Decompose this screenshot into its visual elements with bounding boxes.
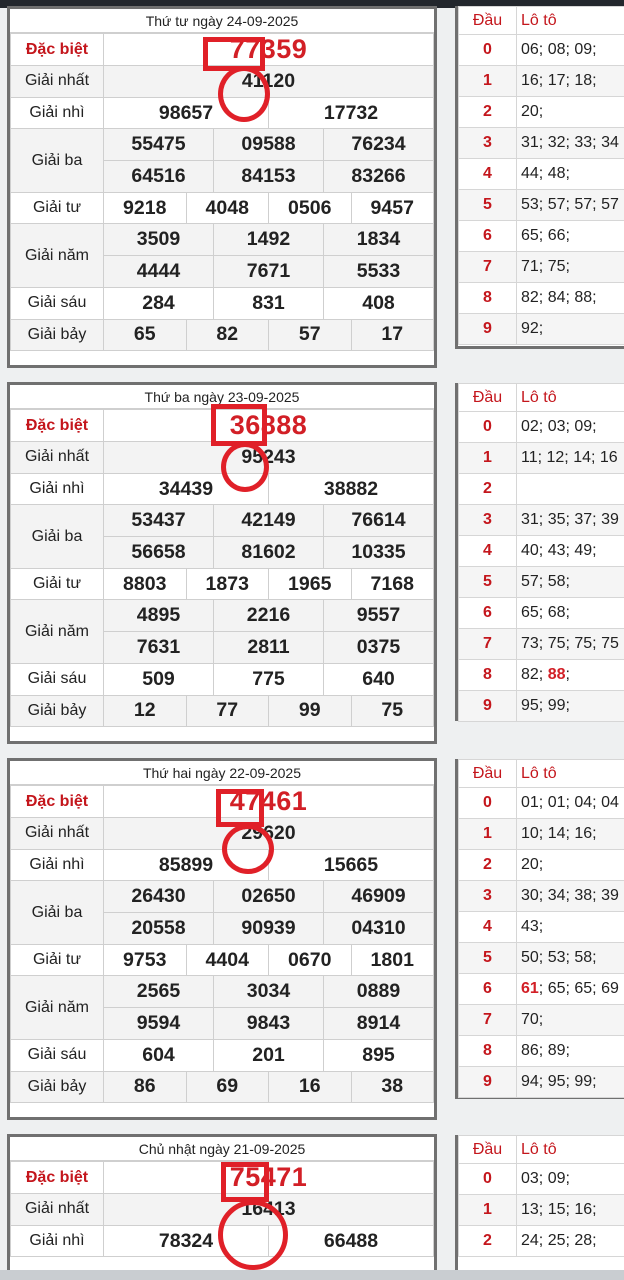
loto-cell: 65; 66; — [517, 221, 624, 252]
giai-tu-value: 7168 — [351, 568, 434, 600]
giai-nam-value: 0375 — [324, 632, 434, 664]
giai-nhi-value: 85899 — [104, 849, 269, 881]
loto-cell: 86; 89; — [517, 1036, 624, 1067]
giai-nam-value: 8914 — [324, 1008, 434, 1040]
giai-ba-value: 81602 — [214, 537, 324, 569]
giai-nhat-value: 16413 — [104, 1194, 434, 1226]
label-giai-nhi: Giải nhì — [11, 473, 104, 505]
loto-cell — [517, 660, 624, 691]
loto-cell: 24; 25; 28; — [517, 1226, 624, 1257]
giai-tu-value: 9457 — [351, 192, 434, 224]
loto-suffix: ; — [565, 666, 570, 683]
label-giai-nhi: Giải nhì — [11, 849, 104, 881]
giai-tu-value: 4048 — [186, 192, 269, 224]
loto-header: Lô tô — [517, 1136, 624, 1164]
giai-bay-value: 99 — [269, 695, 352, 727]
giai-bay-value: 17 — [351, 319, 434, 351]
giai-nam-value: 3509 — [104, 224, 214, 256]
dau-cell: 5 — [459, 567, 517, 598]
dau-header: Đầu — [459, 760, 517, 788]
dau-cell: 4 — [459, 159, 517, 190]
loto-cell: 50; 53; 58; — [517, 943, 624, 974]
label-giai-bay: Giải bảy — [11, 319, 104, 351]
giai-sau-value: 408 — [324, 287, 434, 319]
loto-header: Lô tô — [517, 760, 624, 788]
dau-header: Đầu — [459, 384, 517, 412]
dac-biet-value: 75471 — [104, 1162, 434, 1194]
loto-cell: 02; 03; 09; — [517, 412, 624, 443]
giai-ba-value: 90939 — [214, 913, 324, 945]
label-giai-nhat: Giải nhất — [11, 66, 104, 98]
giai-nam-value: 9843 — [214, 1008, 324, 1040]
dau-cell: 3 — [459, 881, 517, 912]
giai-sau-value: 775 — [214, 663, 324, 695]
dau-cell: 8 — [459, 660, 517, 691]
dau-cell: 3 — [459, 128, 517, 159]
label-giai-sau: Giải sáu — [11, 1039, 104, 1071]
dau-cell: 6 — [459, 974, 517, 1005]
loto-header: Lô tô — [517, 384, 624, 412]
result-table-day-2 — [7, 382, 437, 744]
giai-sau-value: 895 — [324, 1039, 434, 1071]
giai-nhi-value: 34439 — [104, 473, 269, 505]
dau-cell: 9 — [459, 691, 517, 722]
loto-cell: 71; 75; — [517, 252, 624, 283]
giai-sau-value: 831 — [214, 287, 324, 319]
giai-nam-value: 3034 — [214, 976, 324, 1008]
loto-cell: 73; 75; 75; 75 — [517, 629, 624, 660]
giai-nam-value: 1492 — [214, 224, 324, 256]
loto-cell — [517, 974, 624, 1005]
giai-bay-value: 69 — [186, 1071, 269, 1103]
giai-nhi-value: 15665 — [269, 849, 434, 881]
loto-cell: 65; 68; — [517, 598, 624, 629]
giai-nam-value: 9557 — [324, 600, 434, 632]
loto-cell: 01; 01; 04; 04 — [517, 788, 624, 819]
label-giai-nam: Giải năm — [11, 600, 104, 663]
giai-nhat-value: 29620 — [104, 818, 434, 850]
loto-cell: 43; — [517, 912, 624, 943]
giai-ba-value: 46909 — [324, 881, 434, 913]
giai-nam-value: 1834 — [324, 224, 434, 256]
giai-tu-value: 9753 — [104, 944, 187, 976]
giai-tu-value: 0670 — [269, 944, 352, 976]
loto-header: Lô tô — [517, 7, 624, 35]
loto-cell: 03; 09; — [517, 1164, 624, 1195]
dau-cell: 0 — [459, 35, 517, 66]
dau-cell: 1 — [459, 66, 517, 97]
loto-table-day-3 — [455, 759, 624, 1099]
giai-bay-value: 65 — [104, 319, 187, 351]
giai-nhat-value: 41120 — [104, 66, 434, 98]
giai-nhi-value: 17732 — [269, 97, 434, 129]
label-giai-ba: Giải ba — [11, 505, 104, 568]
giai-bay-value: 57 — [269, 319, 352, 351]
loto-cell: 20; — [517, 850, 624, 881]
giai-tu-value: 1965 — [269, 568, 352, 600]
giai-nhi-value: 78324 — [104, 1225, 269, 1257]
loto-cell: 31; 32; 33; 34 — [517, 128, 624, 159]
label-giai-ba: Giải ba — [11, 129, 104, 192]
dau-cell: 7 — [459, 629, 517, 660]
giai-ba-value: 76614 — [324, 505, 434, 537]
giai-bay-value: 38 — [351, 1071, 434, 1103]
label-giai-sau: Giải sáu — [11, 663, 104, 695]
giai-nhi-value: 98657 — [104, 97, 269, 129]
label-giai-ba: Giải ba — [11, 881, 104, 944]
giai-ba-value: 10335 — [324, 537, 434, 569]
loto-cell: 92; — [517, 314, 624, 345]
giai-nam-value: 5533 — [324, 256, 434, 288]
loto-cell: 31; 35; 37; 39 — [517, 505, 624, 536]
giai-nam-value: 2811 — [214, 632, 324, 664]
loto-highlight: 61 — [521, 980, 539, 997]
giai-sau-value: 201 — [214, 1039, 324, 1071]
giai-nam-value: 0889 — [324, 976, 434, 1008]
label-giai-nhat: Giải nhất — [11, 442, 104, 474]
date-title[interactable]: Chủ nhật ngày 21-09-2025 — [10, 1137, 434, 1161]
loto-table-day-1 — [455, 6, 624, 349]
giai-tu-value: 1873 — [186, 568, 269, 600]
dau-cell: 2 — [459, 97, 517, 128]
dau-cell: 6 — [459, 221, 517, 252]
giai-tu-value: 8803 — [104, 568, 187, 600]
loto-cell: 57; 58; — [517, 567, 624, 598]
label-giai-nam: Giải năm — [11, 224, 104, 287]
label-giai-sau: Giải sáu — [11, 287, 104, 319]
loto-cell: 10; 14; 16; — [517, 819, 624, 850]
giai-ba-value: 53437 — [104, 505, 214, 537]
giai-nam-value: 7631 — [104, 632, 214, 664]
giai-bay-value: 86 — [104, 1071, 187, 1103]
giai-bay-value: 82 — [186, 319, 269, 351]
bottom-gesture-bar — [0, 1270, 624, 1280]
label-giai-nhi: Giải nhì — [11, 97, 104, 129]
giai-nhi-value: 66488 — [269, 1225, 434, 1257]
label-giai-bay: Giải bảy — [11, 1071, 104, 1103]
loto-cell: 30; 34; 38; 39 — [517, 881, 624, 912]
dau-cell: 9 — [459, 314, 517, 345]
loto-cell: 20; — [517, 97, 624, 128]
dau-cell: 0 — [459, 412, 517, 443]
loto-cell: 94; 95; 99; — [517, 1067, 624, 1098]
giai-bay-value: 16 — [269, 1071, 352, 1103]
giai-ba-value: 09588 — [214, 129, 324, 161]
giai-tu-value: 0506 — [269, 192, 352, 224]
dau-header: Đầu — [459, 1136, 517, 1164]
label-giai-nhat: Giải nhất — [11, 1194, 104, 1226]
dau-cell: 0 — [459, 788, 517, 819]
dac-biet-value: 36888 — [104, 410, 434, 442]
dau-cell: 5 — [459, 190, 517, 221]
giai-ba-value: 42149 — [214, 505, 324, 537]
giai-nam-value: 4444 — [104, 256, 214, 288]
label-dac-biet: Đặc biệt — [11, 410, 104, 442]
dau-cell: 4 — [459, 912, 517, 943]
date-title[interactable]: Thứ tư ngày 24-09-2025 — [10, 9, 434, 33]
dau-cell: 8 — [459, 1036, 517, 1067]
giai-bay-value: 75 — [351, 695, 434, 727]
giai-ba-value: 04310 — [324, 913, 434, 945]
giai-ba-value: 26430 — [104, 881, 214, 913]
giai-tu-value: 1801 — [351, 944, 434, 976]
loto-cell: 95; 99; — [517, 691, 624, 722]
giai-ba-value: 20558 — [104, 913, 214, 945]
dau-cell: 1 — [459, 1195, 517, 1226]
giai-bay-value: 12 — [104, 695, 187, 727]
dau-cell: 5 — [459, 943, 517, 974]
label-giai-nhi: Giải nhì — [11, 1225, 104, 1257]
label-dac-biet: Đặc biệt — [11, 34, 104, 66]
dau-cell: 1 — [459, 819, 517, 850]
giai-ba-value: 83266 — [324, 161, 434, 193]
dac-biet-value: 47461 — [104, 786, 434, 818]
result-table-day-1 — [7, 6, 437, 368]
giai-ba-value: 84153 — [214, 161, 324, 193]
dau-cell: 2 — [459, 850, 517, 881]
giai-sau-value: 284 — [104, 287, 214, 319]
label-giai-tu: Giải tư — [11, 568, 104, 600]
dau-cell: 7 — [459, 252, 517, 283]
giai-nam-value: 9594 — [104, 1008, 214, 1040]
loto-cell — [517, 474, 624, 505]
loto-table-day-4 — [455, 1135, 624, 1279]
dau-cell: 7 — [459, 1005, 517, 1036]
loto-values: ; 65; 65; 69 — [538, 980, 619, 997]
giai-ba-value: 55475 — [104, 129, 214, 161]
loto-cell: 06; 08; 09; — [517, 35, 624, 66]
label-giai-nhat: Giải nhất — [11, 818, 104, 850]
result-table-day-3 — [7, 758, 437, 1120]
label-giai-bay: Giải bảy — [11, 695, 104, 727]
giai-tu-value: 9218 — [104, 192, 187, 224]
label-giai-nam: Giải năm — [11, 976, 104, 1039]
dau-header: Đầu — [459, 7, 517, 35]
giai-sau-value: 604 — [104, 1039, 214, 1071]
dau-cell: 1 — [459, 443, 517, 474]
result-table-day-4 — [7, 1134, 437, 1279]
loto-cell: 40; 43; 49; — [517, 536, 624, 567]
label-dac-biet: Đặc biệt — [11, 1162, 104, 1194]
dau-cell: 9 — [459, 1067, 517, 1098]
loto-cell: 13; 15; 16; — [517, 1195, 624, 1226]
dau-cell: 2 — [459, 474, 517, 505]
giai-ba-value: 64516 — [104, 161, 214, 193]
label-giai-tu: Giải tư — [11, 944, 104, 976]
loto-highlight: 88 — [547, 666, 566, 683]
loto-cell: 44; 48; — [517, 159, 624, 190]
giai-nhat-value: 95243 — [104, 442, 434, 474]
date-title[interactable]: Thứ hai ngày 22-09-2025 — [10, 761, 434, 785]
giai-tu-value: 4404 — [186, 944, 269, 976]
giai-sau-value: 509 — [104, 663, 214, 695]
loto-cell: 70; — [517, 1005, 624, 1036]
giai-nam-value: 4895 — [104, 600, 214, 632]
giai-sau-value: 640 — [324, 663, 434, 695]
giai-nhi-value: 38882 — [269, 473, 434, 505]
dau-cell: 4 — [459, 536, 517, 567]
dau-cell: 0 — [459, 1164, 517, 1195]
giai-nam-value: 7671 — [214, 256, 324, 288]
giai-ba-value: 76234 — [324, 129, 434, 161]
dac-biet-value: 77359 — [104, 34, 434, 66]
loto-cell: 82; 84; 88; — [517, 283, 624, 314]
dau-cell: 2 — [459, 1226, 517, 1257]
giai-nam-value: 2565 — [104, 976, 214, 1008]
label-giai-tu: Giải tư — [11, 192, 104, 224]
dau-cell: 6 — [459, 598, 517, 629]
dau-cell: 8 — [459, 283, 517, 314]
giai-ba-value: 02650 — [214, 881, 324, 913]
giai-bay-value: 77 — [186, 695, 269, 727]
giai-nam-value: 2216 — [214, 600, 324, 632]
loto-cell: 11; 12; 14; 16 — [517, 443, 624, 474]
date-title[interactable]: Thứ ba ngày 23-09-2025 — [10, 385, 434, 409]
loto-table-day-2 — [455, 383, 624, 721]
label-dac-biet: Đặc biệt — [11, 786, 104, 818]
loto-cell: 53; 57; 57; 57 — [517, 190, 624, 221]
giai-ba-value: 56658 — [104, 537, 214, 569]
dau-cell: 3 — [459, 505, 517, 536]
loto-cell: 16; 17; 18; — [517, 66, 624, 97]
loto-values: 82; — [521, 666, 544, 683]
